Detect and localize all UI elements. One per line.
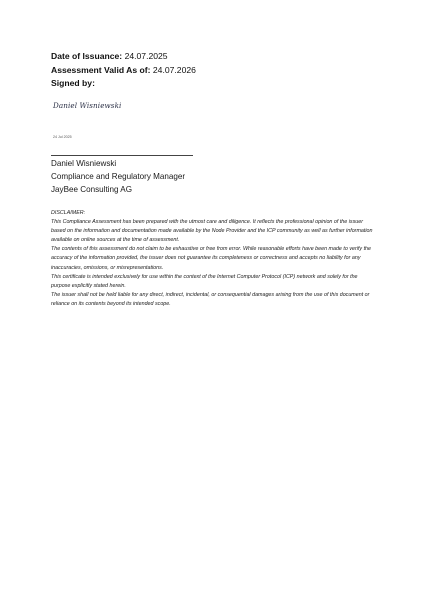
valid-as-of-value: 24.07.2026 [152,64,196,75]
disclaimer [51,209,376,309]
signatory-title: Compliance and Regulatory Manager [51,171,186,181]
valid-as-of-label: Assessment Valid As of: [51,64,151,75]
signature-line [51,155,193,156]
handwritten-signature: Daniel Wisniewski [53,101,122,110]
issuance-date-label: Date of Issuance: [51,51,123,61]
disclaimer-paragraph: This certificate is intended exclusively for use within the context of the Internet Computer Protocol (ICP) network and solely for the purpose explicitly stated herein. [51,273,358,289]
issuance-date-value: 24.07.2025 [124,51,168,61]
valid-as-of-row [51,64,196,78]
disclaimer-heading: DISCLAIMER: [51,210,86,216]
assessment-meta [51,50,196,91]
disclaimer-paragraph: The contents of this assessment do not claim to be exhaustive or free from error. While reasonable efforts have been made to verify the accuracy of the information provided, the issuer does not guarantee its completeness or correctness and accepts no liability for any inaccuracies, omissions, or misrepresentations. [51,246,371,271]
issuance-date-row [51,50,196,64]
signature-date: 24 Jul 2025 [53,135,72,139]
signatory-name: Daniel Wisniewski [51,159,117,168]
disclaimer-paragraph: The issuer shall not be held liable for any direct, indirect, incidental, or consequential damages arising from the use of this document or reliance on its contents beyond its intended scope. [51,291,370,307]
disclaimer-paragraph: This Compliance Assessment has been prepared with the utmost care and diligence. It reflects the professional opinion of the issuer based on the information and documentation made available by the Node Provider and the ICP community as well as further information available on online sources at the time of assessment. [51,219,373,244]
signatory-company: JayBee Consulting AG [51,184,132,194]
signed-by-label: Signed by: [51,78,95,88]
signed-by-row [51,77,196,91]
signatory-block [51,158,185,196]
